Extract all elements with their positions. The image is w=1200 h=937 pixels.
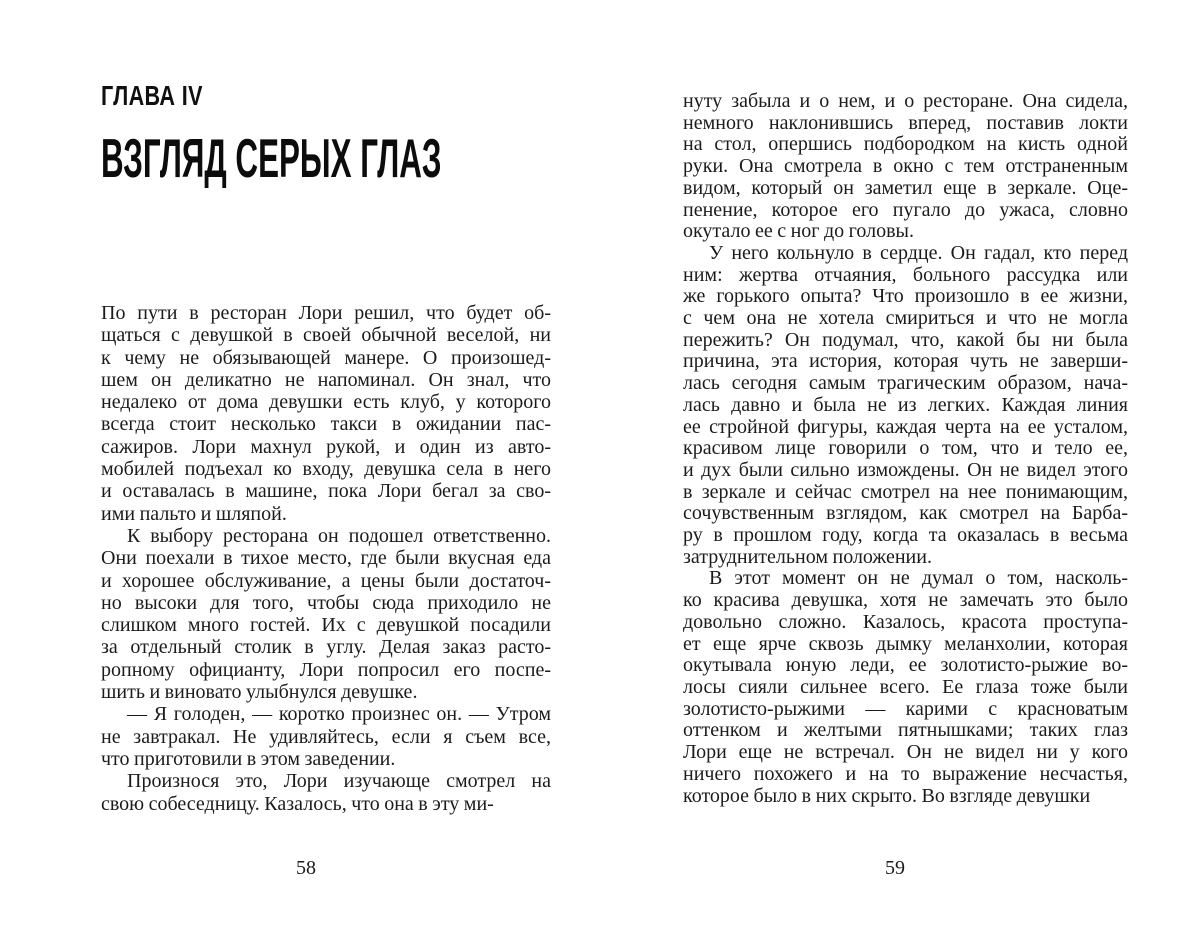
page-number-left: 58 [296, 857, 316, 879]
text-line: и оставалась в машине, пока Лори бегал за сво- [101, 480, 551, 503]
page-left-text [101, 302, 551, 815]
chapter-label: ГЛАВА IV [101, 80, 203, 111]
text-line: шить и виновато улыбнулся девушке. [101, 681, 418, 704]
text-line: довольно сложно. Казалось, красота проступа- [683, 610, 1128, 633]
page-number-right: 59 [885, 857, 905, 879]
text-line: но высоки для того, чтобы сюда приходило не [101, 591, 551, 614]
text-line: пережить? Он подумал, что, какой бы ни была [683, 328, 1128, 351]
text-line: всегда стоит несколько такси в ожидании пас- [101, 413, 551, 436]
text-line: сочувственным взглядом, как смотрел на Барба- [683, 502, 1128, 525]
text-line: ет еще ярче сквозь дымку меланхолии, которая [683, 632, 1128, 655]
text-line: за отдельный столик в углу. Делая заказ расто- [101, 636, 551, 659]
text-line: на стол, опершись подбородком на кисть одной [683, 133, 1128, 156]
text-line: недалеко от дома девушки есть клуб, у которого [101, 391, 551, 414]
text-line: и дух были сильно измождены. Он не видел этого [683, 458, 1128, 481]
text-line: окутывала юную леди, ее золотисто-рыжие во- [683, 654, 1128, 677]
text-line: которое было в них скрыто. Во взгляде девушки [683, 784, 1091, 807]
text-line: К выбору ресторана он подошел ответственно. [127, 524, 551, 547]
text-line: Лори еще не встречал. Он не видел ни у кого [683, 741, 1128, 764]
text-line: шем он деликатно не напоминал. Он знал, что [101, 368, 551, 391]
text-line: ее стройной фигуры, каждая черта на ее усталом, [683, 415, 1128, 438]
text-line: лась давно и была не из легких. Каждая линия [683, 393, 1128, 416]
text-line: лась сегодня самым трагическим образом, нача- [683, 372, 1128, 395]
text-line: Они поехали в тихое место, где были вкусная еда [101, 547, 551, 570]
text-line: красивом лице говорили о том, что и тело ее, [683, 437, 1128, 460]
text-line: руки. Она смотрела в окно с тем отстраненным [683, 155, 1128, 178]
text-line: ко красива девушка, хотя не замечать это было [683, 589, 1128, 612]
text-line: У него кольнуло в сердце. Он гадал, кто перед [709, 241, 1128, 264]
text-line: Произнося это, Лори изучающе смотрел на [127, 770, 551, 793]
text-line: что приготовили в этом заведении. [101, 747, 396, 770]
text-line: не завтракал. Не удивляйтесь, если я съем все, [101, 725, 551, 748]
text-line: ими пальто и шляпой. [101, 502, 287, 525]
text-line: же горького опыта? Что произошло в ее жизни, [683, 285, 1128, 308]
chapter-title: ВЗГЛЯД СЕРЫХ ГЛАЗ [101, 127, 442, 189]
text-line: свою собеседницу. Казалось, что она в эту ми- [101, 792, 494, 815]
text-line: золотисто-рыжими — карими с красноватым [683, 697, 1128, 720]
text-line: нуту забыла и о нем, и о ресторане. Она сидела, [683, 90, 1128, 112]
page-right-text [683, 91, 1128, 807]
text-line: к чему не обязывающей манере. О произошед- [101, 346, 551, 369]
text-line: видом, который он заметил еще в зеркале. Оце- [683, 176, 1128, 199]
text-line: слишком много гостей. Их с девушкой посадили [101, 614, 551, 637]
text-line: причина, эта история, которая чуть не заверши- [683, 350, 1128, 373]
text-line: ним: жертва отчаяния, больного рассудка или [683, 263, 1128, 286]
text-line: — Я голоден, — коротко произнес он. — Утром [127, 703, 551, 726]
text-line: мобилей подъехал ко входу, девушка села в него [101, 458, 551, 481]
text-line: с чем она не хотела смириться и что не могла [683, 307, 1128, 330]
text-line: ропному официанту, Лори попросил его поспе- [101, 658, 551, 681]
text-line: окутало ее с ног до головы. [683, 220, 914, 243]
text-line: ничего похожего и на то выражение несчастья, [683, 762, 1128, 785]
text-line: и хорошее обслуживание, а цены были достаточ- [101, 569, 551, 592]
text-line: немного наклонившись вперед, поставив локти [683, 111, 1128, 134]
text-line: лосы сияли сильнее всего. Ее глаза тоже были [683, 675, 1128, 698]
text-line: щаться с девушкой в своей обычной веселой, ни [101, 324, 551, 347]
text-line: ру в прошлом году, когда та оказалась в весьма [683, 524, 1128, 547]
text-line: По пути в ресторан Лори решил, что будет об- [101, 302, 551, 324]
text-line: В этот момент он не думал о том, насколь- [709, 567, 1128, 590]
text-line: оттенком и желтыми пятнышками; таких глаз [683, 719, 1128, 742]
text-line: затруднительном положении. [683, 545, 932, 568]
text-line: пенение, которое его пугало до ужаса, словно [683, 198, 1128, 221]
text-line: в зеркале и сейчас смотрел на нее понимающим, [683, 480, 1128, 503]
text-line: сажиров. Лори махнул рукой, и один из авто- [101, 435, 551, 458]
